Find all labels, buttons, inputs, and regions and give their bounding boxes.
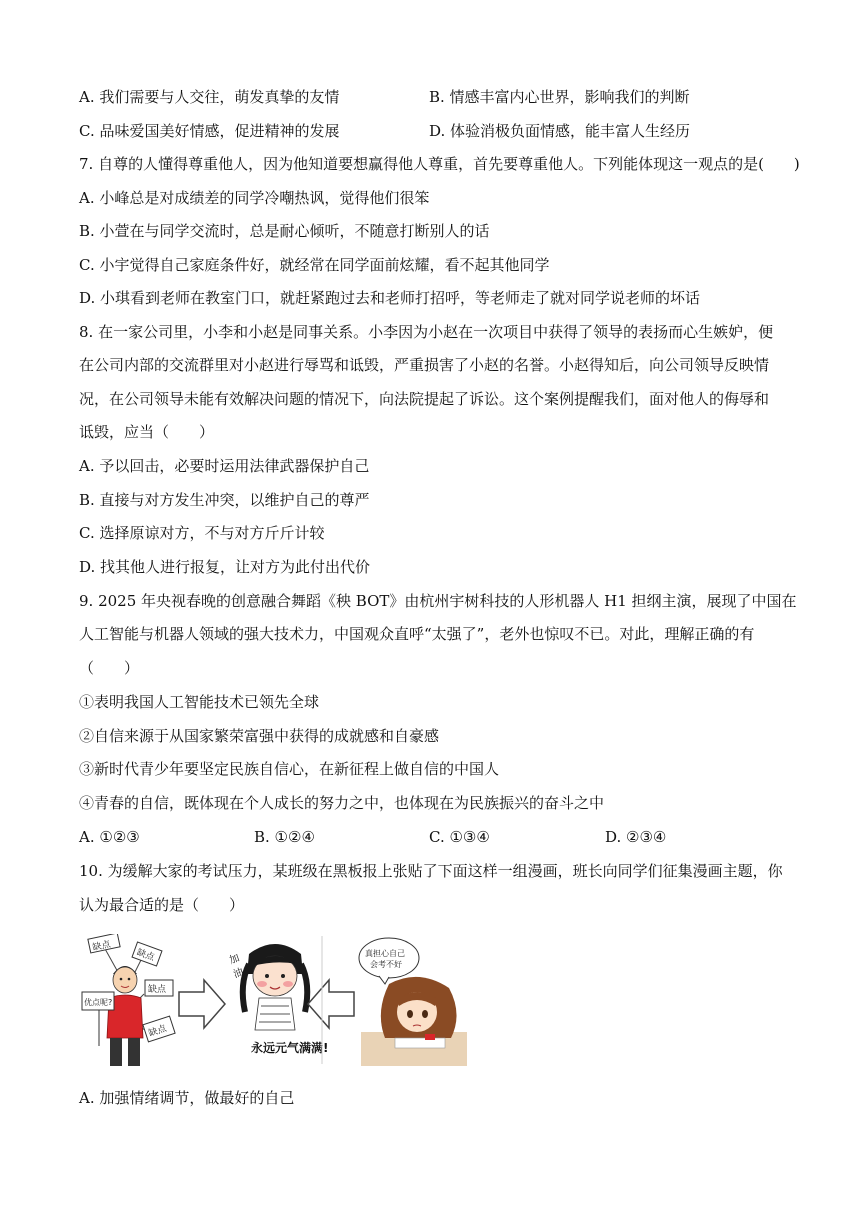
q8-stem-line3: 况，在公司领导未能有效解决问题的情况下，向法院提起了诉讼。这个案例提醒我们，面对他人的侮辱和 [79, 390, 770, 408]
q6-option-a: A. 我们需要与人交往，萌发真挚的友情 [79, 88, 340, 106]
q8-option-c: C. 选择原谅对方，不与对方斤斤计较 [79, 524, 325, 542]
q9-stem-line2: 人工智能与机器人领域的强大技术力，中国观众直呼“太强了”，老外也惊叹不已。对此，理解正确的有 [79, 625, 755, 643]
q8-stem-line1: 8. 在一家公司里，小李和小赵是同事关系。小李因为小赵在一次项目中获得了领导的表扬而心生嫉妒，便 [79, 323, 774, 341]
q10-option-a: A. 加强情绪调节，做最好的自己 [79, 1089, 295, 1107]
q9-statement-4: ④青春的自信，既体现在个人成长的努力之中，也体现在为民族振兴的奋斗之中 [79, 794, 605, 812]
q9-option-c: C. ①③④ [429, 828, 490, 846]
q7-option-d: D. 小琪看到老师在教室门口，就赶紧跑过去和老师打招呼，等老师走了就对同学说老师的坏话 [79, 289, 701, 307]
comic-strip [79, 934, 469, 1070]
q9-option-b: B. ①②④ [254, 828, 315, 846]
worry-bubble-line1: 真担心自己 [365, 949, 405, 958]
q7-option-a: A. 小峰总是对成绩差的同学冷嘲热讽，觉得他们很笨 [79, 189, 430, 207]
fault-tag-3: 缺点 [148, 985, 167, 995]
panel-worried-girl [359, 938, 467, 1066]
q9-statement-1: ①表明我国人工智能技术已领先全球 [79, 693, 320, 711]
q7-option-b: B. 小萱在与同学交流时，总是耐心倾听，不随意打断别人的话 [79, 222, 490, 240]
q8-option-b: B. 直接与对方发生冲突，以维护自己的尊严 [79, 491, 370, 509]
strength-sign: 优点呢? [84, 998, 113, 1007]
q9-stem-line1: 9. 2025 年央视春晚的创意融合舞蹈《秧 BOT》由杭州宇树科技的人形机器人 H1 担纲主演，展现了中国在 [79, 592, 797, 610]
worry-bubble-line2: 会考不好 [370, 960, 402, 969]
q9-statement-3: ③新时代青少年要坚定民族自信心，在新征程上做自信的中国人 [79, 760, 500, 778]
q8-stem-line4: 诋毁，应当（ ） [79, 423, 215, 441]
q6-option-d: D. 体验消极负面情感，能丰富人生经历 [429, 122, 691, 140]
q8-stem-line2: 在公司内部的交流群里对小赵进行辱骂和诋毁，严重损害了小赵的名誉。小赵得知后，向公司领导反映情 [79, 356, 770, 374]
cheer-text-2: 油 [231, 966, 246, 981]
q8-option-d: D. 找其他人进行报复，让对方为此付出代价 [79, 558, 371, 576]
arrow-right-icon [179, 980, 225, 1028]
panel-faults [82, 934, 175, 1066]
q9-option-d: D. ②③④ [605, 828, 667, 846]
fault-tag-2: 缺点 [135, 947, 156, 964]
fault-tag-4: 缺点 [147, 1023, 168, 1040]
q7-option-c: C. 小宇觉得自己家庭条件好，就经常在同学面前炫耀，看不起其他同学 [79, 256, 550, 274]
energetic-banner: 永远元气满满! [251, 1041, 329, 1055]
q7-stem: 7. 自尊的人懂得尊重他人，因为他知道要想赢得他人尊重，首先要尊重他人。下列能体现这一观点的是( ) [79, 155, 800, 173]
q6-option-c: C. 品味爱国美好情感，促进精神的发展 [79, 122, 340, 140]
q10-stem-line1: 10. 为缓解大家的考试压力，某班级在黑板报上张贴了下面这样一组漫画，班长向同学们征集漫画主题，你 [79, 862, 783, 880]
q6-option-b: B. 情感丰富内心世界，影响我们的判断 [429, 88, 690, 106]
q9-stem-line3: （ ） [79, 659, 140, 677]
q8-option-a: A. 予以回击，必要时运用法律武器保护自己 [79, 457, 370, 475]
q9-statement-2: ②自信来源于从国家繁荣富强中获得的成就感和自豪感 [79, 727, 440, 745]
cheer-text-1: 加 [227, 952, 242, 967]
arrow-left-icon [308, 980, 354, 1028]
q9-option-a: A. ①②③ [79, 828, 140, 846]
fault-tag-1: 缺点 [91, 939, 112, 954]
q10-stem-line2: 认为最合适的是（ ） [79, 896, 245, 914]
